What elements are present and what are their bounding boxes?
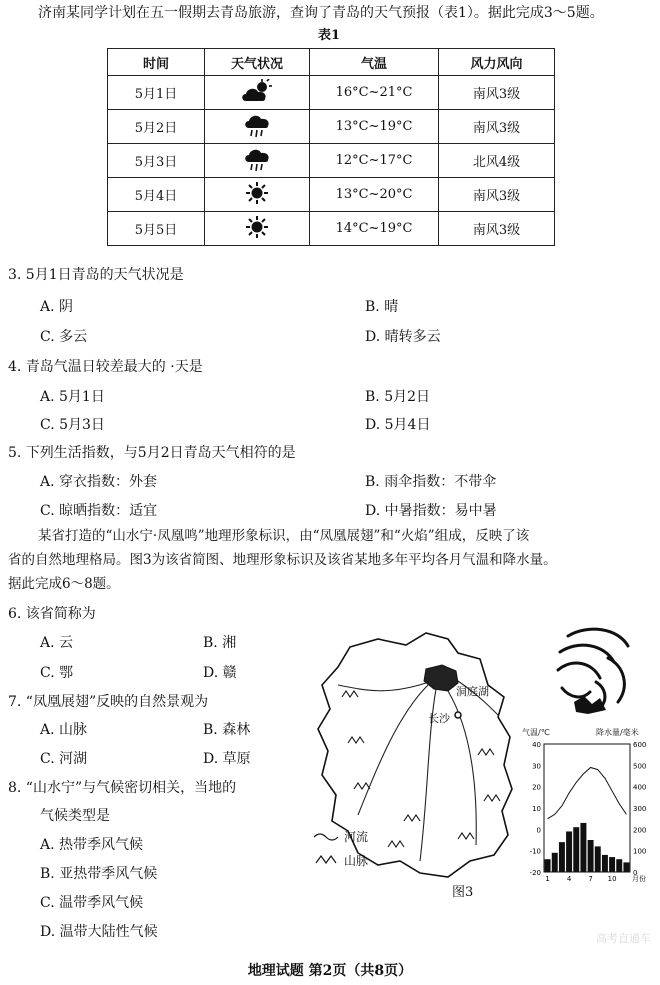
- precip-bar: [623, 862, 629, 872]
- q4-option-a[interactable]: A. 5月1日: [40, 389, 105, 405]
- weather-table: [107, 48, 555, 246]
- q5-stem: 5. 下列生活指数，与5月2日青岛天气相符的是: [8, 445, 296, 461]
- x-axis-label: 月份: [632, 875, 646, 883]
- y-left-tick: 0: [536, 826, 541, 835]
- y-right-tick: 600: [633, 741, 647, 749]
- cell-temp: 12°C~17°C: [310, 144, 439, 178]
- temperature-line: [548, 767, 627, 818]
- q8-stem-line1: 8. “山水宁”与气候密切相关，当地的: [8, 780, 237, 796]
- q4-option-b[interactable]: B. 5月2日: [365, 389, 431, 405]
- intro-text-2-line2: 省的自然地理格局。图3为该省简图、地理形象标识及该省某地多年平均各月气温和降水量。: [8, 552, 557, 568]
- y-left-tick: -10: [529, 847, 541, 856]
- cell-weather: [205, 178, 310, 212]
- precip-bar: [602, 855, 608, 872]
- y-left-tick: 20: [532, 783, 541, 792]
- header-temp: 气温: [310, 49, 439, 76]
- x-tick: 1: [545, 875, 550, 883]
- cell-date: 5月3日: [108, 144, 205, 178]
- legend-river-label: 河流: [344, 830, 369, 844]
- river-4: [358, 685, 428, 815]
- y-right-tick: 200: [633, 826, 647, 835]
- precip-bar: [552, 853, 558, 872]
- table-header-row: [108, 49, 555, 76]
- q6-stem: 6. 该省简称为: [8, 606, 96, 622]
- header-date: 时间: [108, 49, 205, 76]
- table-row: [108, 110, 555, 144]
- q7-option-c[interactable]: C. 河湖: [40, 751, 88, 767]
- header-wind: 风力风向: [439, 49, 555, 76]
- cell-date: 5月2日: [108, 110, 205, 144]
- y-left-tick: -20: [529, 869, 541, 877]
- q3-option-d[interactable]: D. 晴转多云: [365, 329, 441, 345]
- q6-option-b[interactable]: B. 湘: [203, 635, 237, 651]
- q5-option-a[interactable]: A. 穿衣指数：外套: [40, 474, 158, 490]
- q8-option-b[interactable]: B. 亚热带季风气候: [40, 866, 158, 882]
- header-weather: 天气状况: [205, 49, 310, 76]
- precip-bar: [595, 846, 601, 872]
- page-footer: 地理试题 第2页（共8页）: [247, 963, 413, 979]
- q7-option-d[interactable]: D. 草原: [203, 751, 251, 767]
- q3-stem: 3. 5月1日青岛的天气状况是: [8, 267, 184, 283]
- cloud-sun-icon: [242, 79, 272, 107]
- table-row: [108, 144, 555, 178]
- q3-option-a[interactable]: A. 阴: [40, 299, 74, 315]
- q6-option-a[interactable]: A. 云: [40, 635, 74, 651]
- precip-bar: [609, 857, 615, 872]
- lake-shape: [424, 665, 458, 691]
- q7-option-a[interactable]: A. 山脉: [40, 722, 88, 738]
- y-left-tick: 10: [532, 805, 541, 813]
- q8-option-c[interactable]: C. 温带季风气候: [40, 895, 144, 911]
- y-left-tick: 40: [532, 741, 541, 749]
- precip-bar: [588, 840, 594, 872]
- q8-stem-line2: 气候类型是: [40, 808, 110, 824]
- intro-text-2-line3: 据此完成6～8题。: [8, 576, 120, 592]
- cell-temp: 14°C~19°C: [310, 212, 439, 246]
- sun-icon: [246, 216, 268, 242]
- legend-river-symbol: [314, 834, 338, 840]
- y-right-tick: 400: [633, 783, 647, 792]
- cell-temp: 16°C~21°C: [310, 76, 439, 110]
- x-tick: 10: [607, 875, 617, 883]
- cell-weather: [205, 144, 310, 178]
- legend-mountain-label: 山脉: [344, 854, 369, 868]
- q6-option-d[interactable]: D. 赣: [203, 665, 237, 681]
- intro-text-1: 济南某同学计划在五一假期去青岛旅游，查询了青岛的天气预报（表1）。据此完成3～5题。: [38, 5, 604, 21]
- precip-bar: [573, 827, 579, 872]
- y-right-tick: 300: [633, 805, 647, 813]
- x-tick: 4: [566, 875, 572, 883]
- cell-wind: 南风3级: [439, 178, 555, 212]
- q3-option-b[interactable]: B. 晴: [365, 299, 399, 315]
- cell-weather: [205, 110, 310, 144]
- precip-bar: [616, 859, 622, 872]
- river-1: [338, 683, 426, 691]
- y-right-tick: 100: [633, 847, 647, 856]
- q5-option-c[interactable]: C. 晾晒指数：适宜: [40, 503, 158, 519]
- river-3: [448, 691, 476, 845]
- climate-chart: [522, 726, 654, 886]
- q7-option-b[interactable]: B. 森林: [203, 722, 251, 738]
- table-caption: 表1: [318, 28, 341, 43]
- intro-text-2-line1: 某省打造的“山水宁·凤凰鸣”地理形象标识，由“凤凰展翅”和“火焰”组成，反映了该: [38, 528, 530, 544]
- table-row: [108, 76, 555, 110]
- cell-weather: [205, 212, 310, 246]
- legend-mountain-symbol: [316, 856, 336, 863]
- cell-weather: [205, 76, 310, 110]
- city-label: 长沙: [428, 712, 450, 725]
- lake-label: 洞庭湖: [456, 685, 489, 698]
- rain-cloud-icon: [243, 146, 271, 176]
- q8-option-a[interactable]: A. 热带季风气候: [40, 837, 144, 853]
- cell-wind: 南风3级: [439, 110, 555, 144]
- watermark-text: 高考直通车: [596, 932, 651, 945]
- precip-bar: [566, 831, 572, 872]
- cell-temp: 13°C~20°C: [310, 178, 439, 212]
- cell-date: 5月5日: [108, 212, 205, 246]
- y-left-tick: 30: [532, 762, 541, 771]
- q4-option-c[interactable]: C. 5月3日: [40, 417, 105, 433]
- province-map: [308, 625, 533, 887]
- cell-wind: 北风4级: [439, 144, 555, 178]
- rain-cloud-icon: [243, 112, 271, 142]
- y-right-tick: 0: [633, 869, 638, 877]
- chart-frame: [544, 744, 630, 872]
- precip-bar: [545, 859, 551, 872]
- chart-ylabel-right: 降水量/毫米: [596, 728, 639, 737]
- q4-stem: 4. 青岛气温日较差最大的 ·天是: [8, 359, 203, 375]
- table-row: [108, 212, 555, 246]
- q6-option-c[interactable]: C. 鄂: [40, 665, 74, 681]
- cell-date: 5月1日: [108, 76, 205, 110]
- x-tick: 7: [588, 875, 593, 883]
- chart-ylabel-left: 气温/℃: [522, 728, 550, 737]
- q7-stem: 7. “凤凰展翅”反映的自然景观为: [8, 694, 209, 710]
- sun-icon: [246, 182, 268, 208]
- q8-option-d[interactable]: D. 温带大陆性气候: [40, 924, 158, 940]
- phoenix-emblem-icon: [548, 622, 640, 720]
- cell-temp: 13°C~19°C: [310, 110, 439, 144]
- cell-wind: 南风3级: [439, 212, 555, 246]
- precip-bar: [580, 823, 586, 872]
- figure-caption: 图3: [452, 885, 474, 900]
- q5-option-b[interactable]: B. 雨伞指数：不带伞: [365, 474, 497, 490]
- q3-option-c[interactable]: C. 多云: [40, 329, 88, 345]
- table-row: [108, 178, 555, 212]
- cell-date: 5月4日: [108, 178, 205, 212]
- cell-wind: 南风3级: [439, 76, 555, 110]
- precip-bar: [559, 842, 565, 872]
- q4-option-d[interactable]: D. 5月4日: [365, 417, 431, 433]
- q5-option-d[interactable]: D. 中暑指数：易中暑: [365, 503, 497, 519]
- city-marker: [455, 712, 461, 718]
- y-right-tick: 500: [633, 762, 647, 771]
